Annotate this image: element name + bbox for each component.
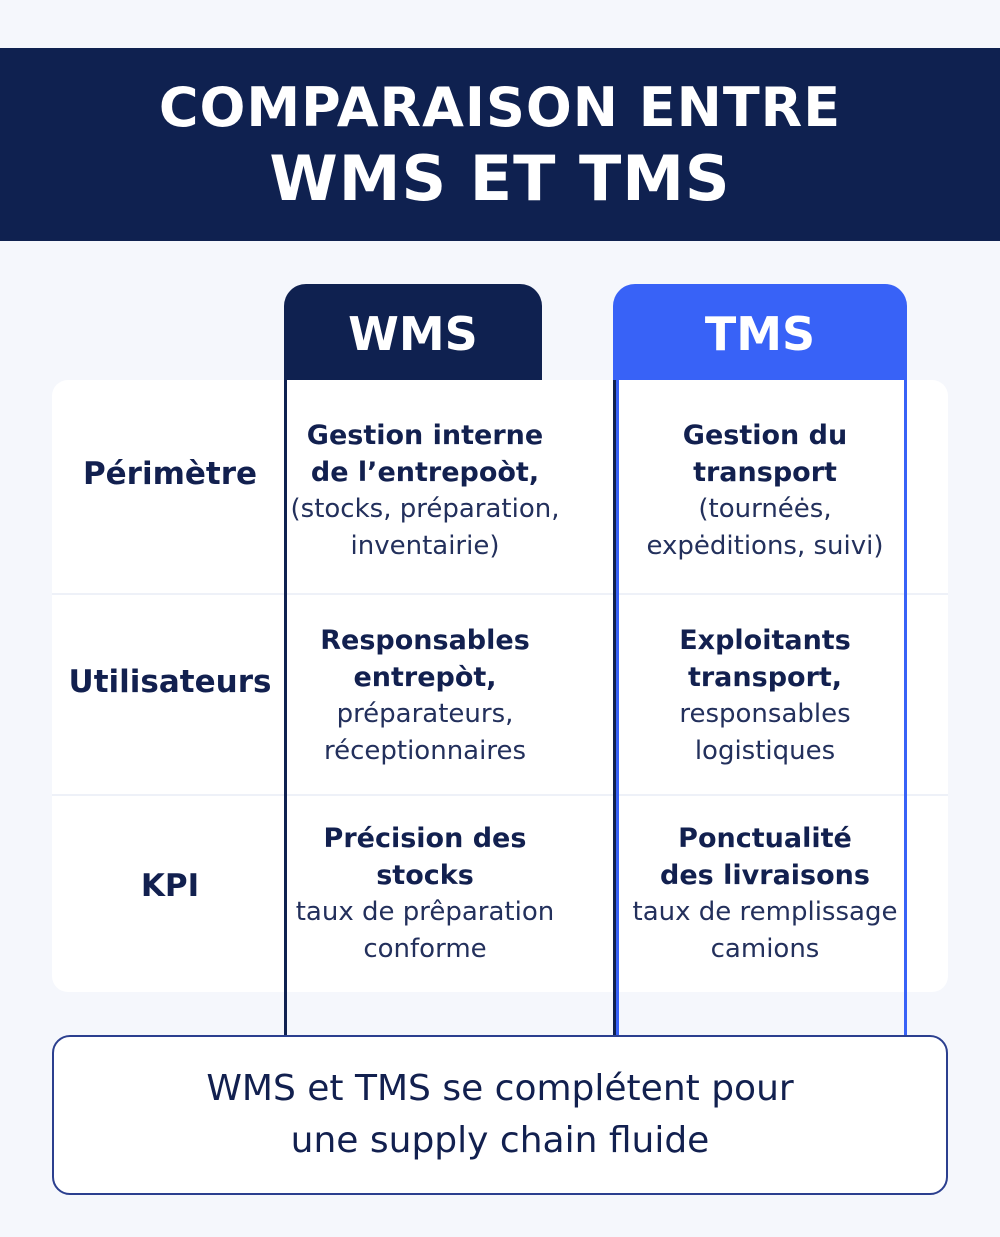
cell-detail-line: taux de remplissage bbox=[632, 897, 898, 927]
cell-detail-line: expėditions, suivi) bbox=[646, 531, 884, 561]
wms-column-header: WMS bbox=[284, 284, 542, 380]
cell-detail-line: camions bbox=[710, 934, 820, 964]
row-divider bbox=[52, 593, 948, 595]
cell-utilisateurs-tms bbox=[616, 622, 914, 770]
conclusion-box bbox=[52, 1035, 948, 1195]
row-label-utilisateurs: Utilisateurs bbox=[68, 664, 272, 700]
cell-bold-line: entrepòt, bbox=[353, 662, 497, 693]
cell-bold-line: transport, bbox=[687, 662, 843, 693]
conclusion-line-2: une supply chain fluide bbox=[290, 1120, 710, 1161]
cell-detail-line: préparateurs, bbox=[336, 699, 514, 729]
cell-kpi-tms bbox=[616, 820, 914, 968]
cell-bold-line: des livraisons bbox=[660, 860, 870, 891]
row-label-kpi: KPI bbox=[140, 868, 200, 904]
cell-perimetre-wms bbox=[288, 417, 562, 565]
cell-bold-line: Ponctualité bbox=[678, 823, 852, 854]
title-banner bbox=[0, 48, 1000, 241]
cell-detail-line: responsables bbox=[679, 699, 851, 729]
cell-bold-line: de l’entrepoòt, bbox=[310, 457, 540, 488]
cell-bold-line: Précision des bbox=[323, 823, 527, 854]
cell-kpi-wms bbox=[288, 820, 562, 968]
title-line-1: COMPARAISON ENTRE bbox=[158, 75, 842, 139]
cell-detail-line: réceptionnaires bbox=[323, 736, 526, 766]
cell-bold-line: stocks bbox=[376, 860, 474, 891]
cell-bold-line: Exploitants bbox=[679, 625, 851, 656]
cell-detail-line: logistiques bbox=[694, 736, 836, 766]
cell-detail-line: (tournéės, bbox=[698, 494, 832, 524]
cell-detail-line: taux de prêparation bbox=[295, 897, 555, 927]
cell-detail-line: inventairie) bbox=[350, 531, 500, 561]
tms-column-header: TMS bbox=[613, 284, 907, 380]
cell-bold-line: Gestion du bbox=[682, 420, 848, 451]
cell-detail-line: conforme bbox=[363, 934, 487, 964]
conclusion-line-1: WMS et TMS se complétent pour bbox=[206, 1068, 794, 1109]
cell-detail-line: (stocks, préparation, bbox=[290, 494, 560, 524]
row-label-perimetre: Périmètre bbox=[82, 456, 258, 492]
cell-bold-line: Responsables bbox=[320, 625, 530, 656]
cell-bold-line: transport bbox=[693, 457, 837, 488]
cell-utilisateurs-wms bbox=[288, 622, 562, 770]
row-divider bbox=[52, 794, 948, 796]
title-line-2: WMS ET TMS bbox=[269, 141, 731, 215]
cell-perimetre-tms bbox=[616, 417, 914, 565]
cell-bold-line: Gestion interne bbox=[306, 420, 544, 451]
